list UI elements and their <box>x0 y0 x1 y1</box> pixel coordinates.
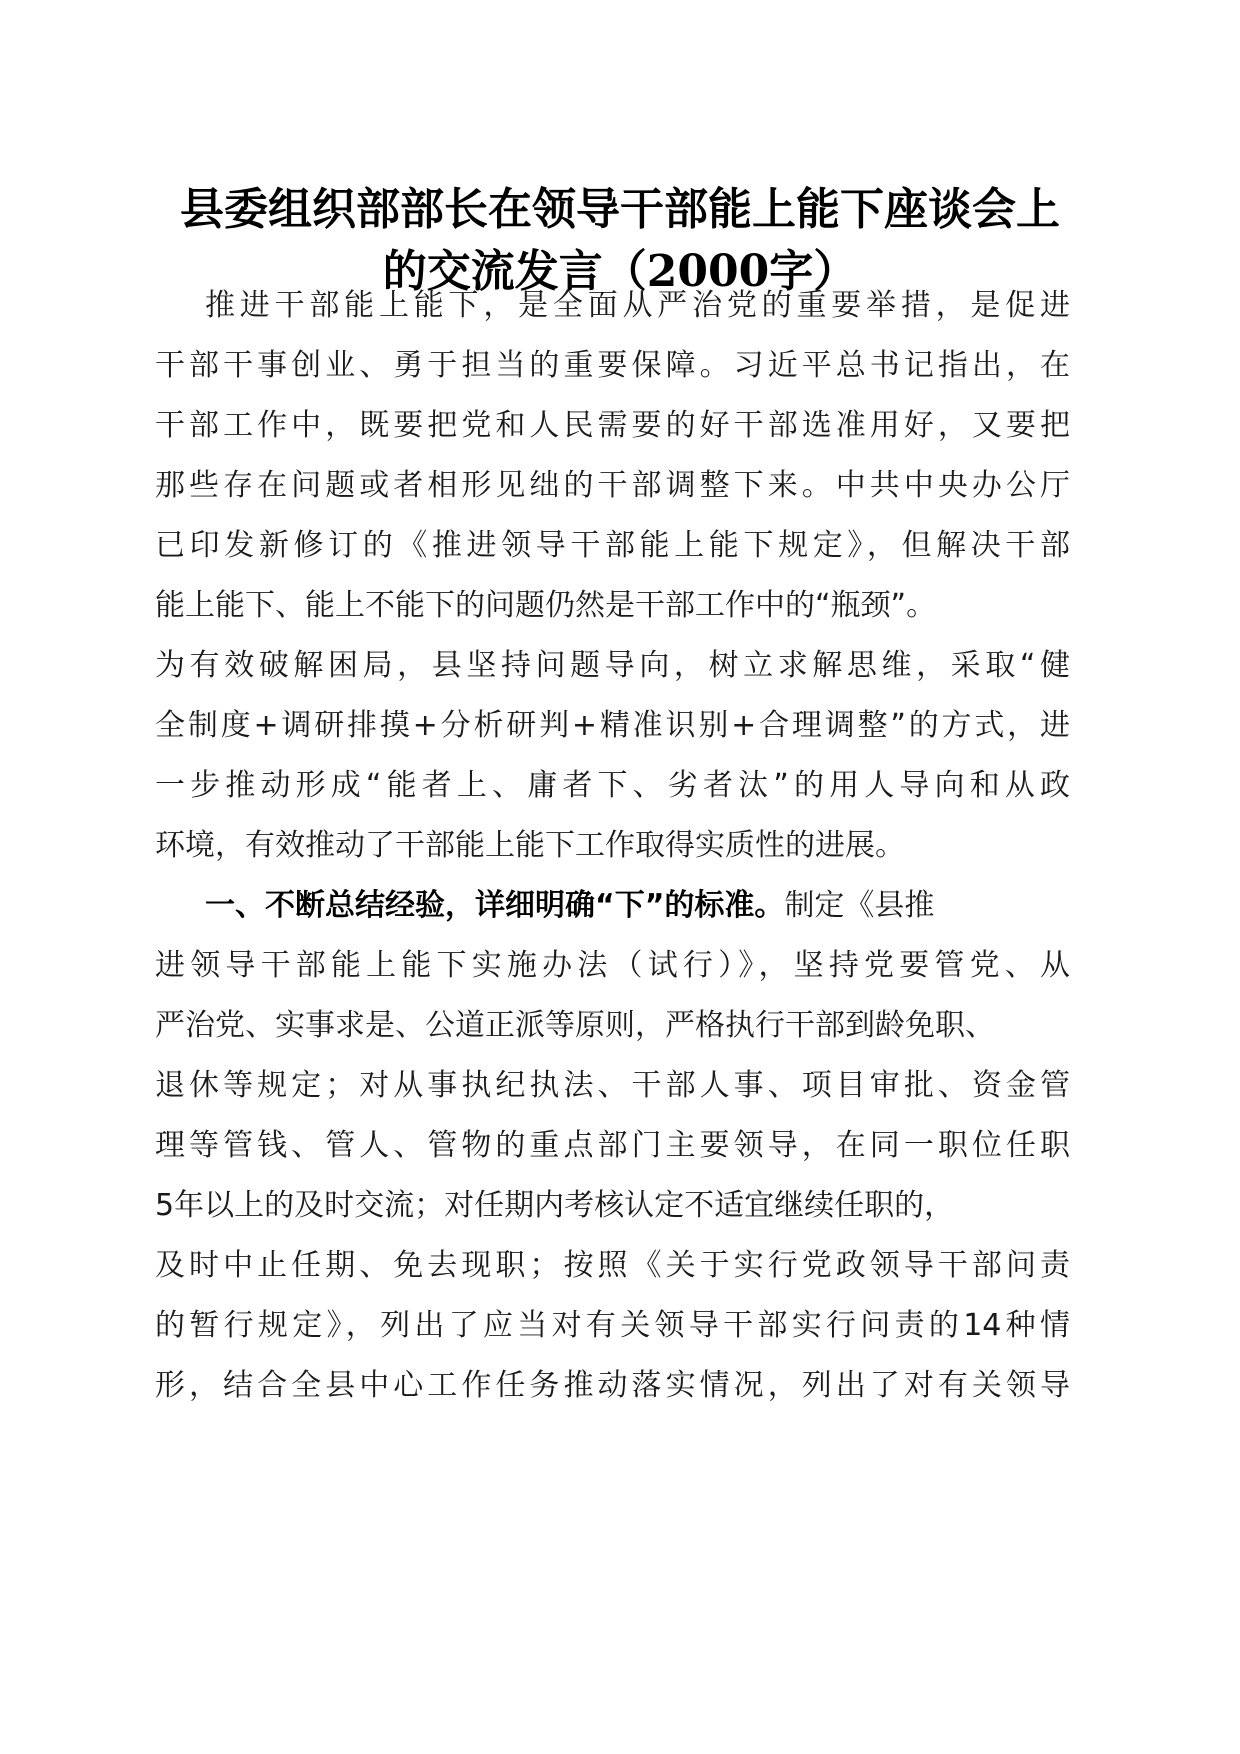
body-line: 环境，有效推动了干部能上能下工作取得实质性的进展。 <box>155 828 905 863</box>
body-line: 形，结合全县中心工作任务推动落实情况，列出了对有关领导 <box>155 1368 1070 1403</box>
body-line: 为有效破解困局，县坚持问题导向，树立求解思维，采取“健 <box>155 648 1070 683</box>
body-line: 能上能下、能上不能下的问题仍然是干部工作中的“瓶颈”。 <box>155 588 937 623</box>
body-line: 严治党、实事求是、公道正派等原则，严格执行干部到龄免职、 <box>155 1008 995 1043</box>
body-line: 理等管钱、管人、管物的重点部门主要领导，在同一职位任职 <box>155 1128 1070 1163</box>
body-line: 5年以上的及时交流；对任期内考核认定不适宜继续任职的， <box>155 1188 955 1223</box>
body-line: 退休等规定；对从事执纪执法、干部人事、项目审批、资金管 <box>155 1068 1070 1103</box>
body-line: 进领导干部能上能下实施办法（试行）》，坚持党要管党、从 <box>155 948 1070 983</box>
body-line: 的暂行规定》，列出了应当对有关领导干部实行问责的14种情 <box>155 1308 1070 1343</box>
body-line: 那些存在问题或者相形见绌的干部调整下来。中共中央办公厅 <box>155 468 1070 503</box>
body-line: 已印发新修订的《推进领导干部能上能下规定》，但解决干部 <box>155 528 1070 563</box>
body-line: 干部工作中，既要把党和人民需要的好干部选准用好，又要把 <box>155 408 1070 443</box>
document-title-line-1: 县委组织部部长在领导干部能上能下座谈会上 <box>180 184 1060 235</box>
section-heading-line <box>205 886 934 926</box>
body-line: 推进干部能上能下，是全面从严治党的重要举措，是促进 <box>205 288 1070 323</box>
document-title-line-2: 的交流发言（2000字） <box>382 246 858 297</box>
body-line: 及时中止任期、免去现职；按照《关于实行党政领导干部问责 <box>155 1248 1070 1283</box>
section-heading: 一、不断总结经验，详细明确“下”的标准。 <box>205 888 785 923</box>
body-line: 一步推动形成“能者上、庸者下、劣者汰”的用人导向和从政 <box>155 768 1070 803</box>
section-heading-continuation: 制定《县推 <box>784 888 935 923</box>
body-line: 全制度+调研排摸+分析研判+精准识别+合理调整”的方式，进 <box>155 708 1070 743</box>
body-line: 干部干事创业、勇于担当的重要保障。习近平总书记指出，在 <box>155 348 1070 383</box>
